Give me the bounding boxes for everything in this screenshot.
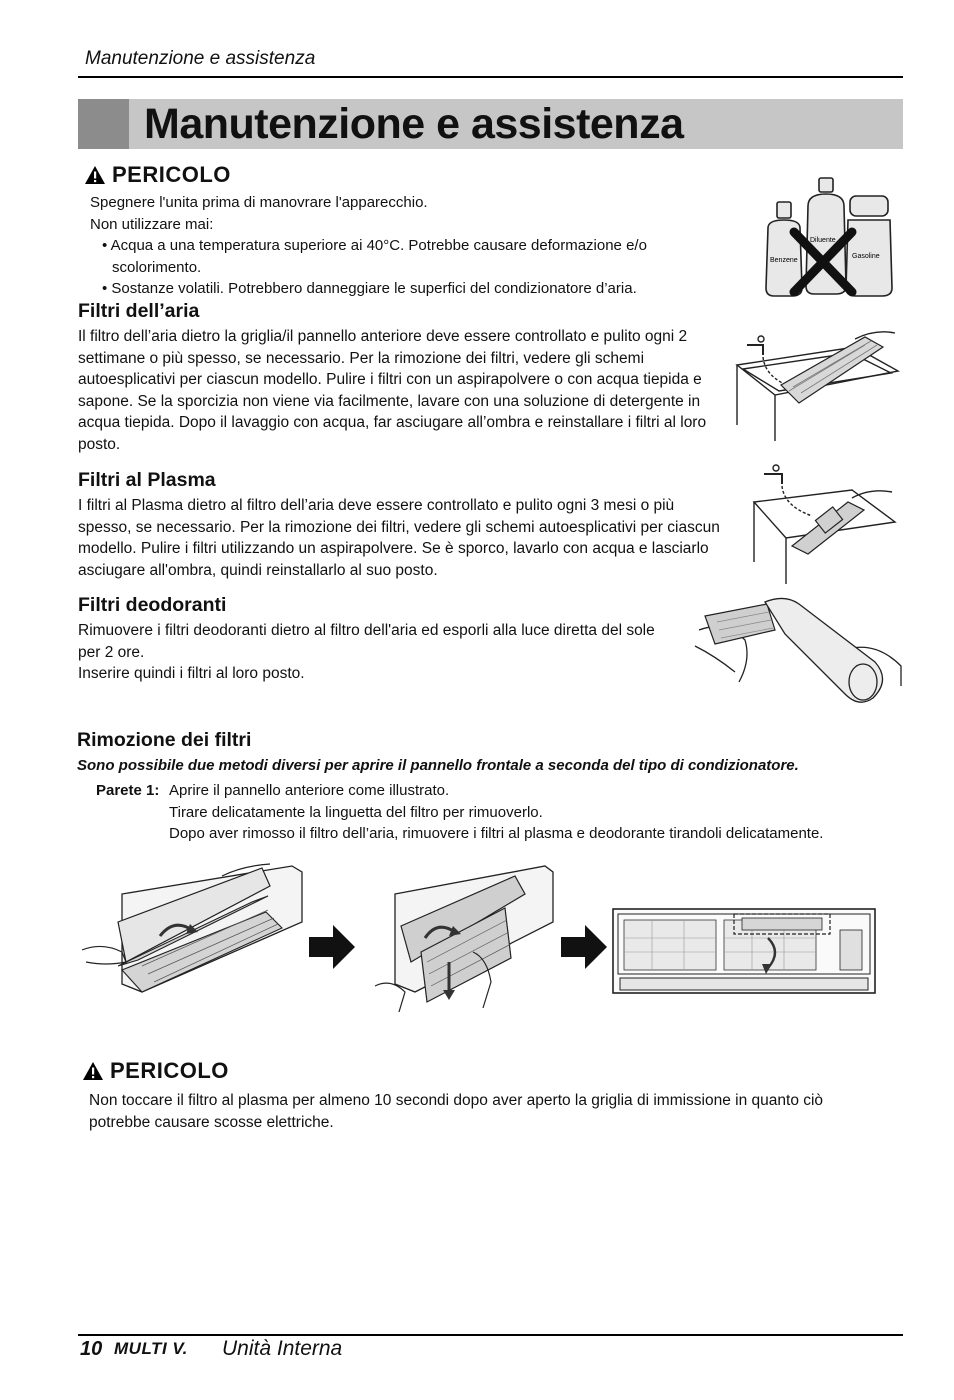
plasma-filter-washing-illustration (752, 458, 897, 586)
danger-bullet: • Sostanze volatili. Potrebbero danneggiare le superfici del condizionatore d’aria. (102, 280, 637, 298)
vacuum-cleaner-illustration (695, 590, 905, 708)
warning-triangle-icon (84, 165, 106, 185)
deodorizing-filters-text (78, 620, 678, 685)
danger-line: Spegnere l'unita prima di manovrare l'apparecchio. (90, 194, 428, 211)
step-line: Aprire il pannello anteriore come illustrato. (169, 782, 450, 799)
title-square (78, 99, 129, 149)
page-title: Manutenzione e assistenza (144, 100, 684, 148)
deodorizing-line: Rimuovere i filtri deodoranti dietro al filtro dell'aria ed esporli alla luce diretta del sole per 2 ore. (78, 622, 655, 661)
danger-label: PERICOLO (112, 162, 231, 187)
removal-step-row (96, 780, 886, 802)
open-front-panel-illustration (82, 862, 306, 1012)
pull-filter-illustration (365, 862, 555, 1018)
deodorizing-line: Inserire quindi i filtri al loro posto. (78, 665, 305, 683)
danger-heading (84, 162, 231, 188)
arrow-right-icon (309, 925, 355, 969)
step-label: Parete 1: (96, 782, 160, 799)
bottle-label: Benzene (770, 257, 798, 264)
danger-text: Non toccare il filtro al plasma per almeno 10 secondi dopo aver aperto la griglia di immissione in quanto ciò potrebbe causare scosse elettriche. (89, 1092, 824, 1131)
removal-heading: Rimozione dei filtri (77, 729, 252, 751)
danger-heading (82, 1058, 229, 1084)
header-rule (78, 76, 903, 78)
brand-logo: MULTI V. (114, 1339, 188, 1358)
solvent-bottles-illustration (760, 176, 896, 300)
removal-steps (96, 780, 886, 845)
plasma-filters-text: I filtri al Plasma dietro al filtro dell’aria deve essere controllato e pulito ogni 3 mesi o più spesso, se necessario. Per la rimozione dei filtri, vedere gli schemi autoesplicativi per ciascun modello. Pulire i filtri utilizzando un aspirapolvere. Se è sporco, lavarlo con acqua e lasciarlo asciugare all'ombra, quindi reinstallarlo al suo posto. (78, 497, 720, 579)
running-header: Manutenzione e assistenza (85, 48, 316, 69)
danger-label: PERICOLO (110, 1058, 229, 1083)
air-filter-washing-illustration (735, 325, 900, 443)
arrow-right-icon (561, 925, 607, 969)
plasma-filters-heading: Filtri al Plasma (78, 469, 216, 491)
step-line: Tirare delicatamente la linguetta del filtro per rimuoverlo. (169, 803, 543, 821)
front-view-filters-illustration (612, 908, 876, 994)
air-filters-heading: Filtri dell’aria (78, 300, 200, 322)
bottle-label: Gasoline (852, 253, 880, 260)
removal-subtitle: Sono possibile due metodi diversi per aprire il pannello frontale a seconda del tipo di condizionatore. (77, 757, 799, 774)
deodorizing-filters-heading: Filtri deodoranti (78, 594, 227, 616)
warning-triangle-icon (82, 1061, 104, 1081)
bottle-label: Diluente (810, 237, 836, 244)
air-filters-text: Il filtro dell’aria dietro la griglia/il pannello anteriore deve essere controllato e pulito ogni 2 settimane o più spesso, se necessario. Per la rimozione dei filtri, vedere gli schemi autoesplicativi per ciascun modello. Pulire i filtri con un aspirapolvere o con acqua tiepida e sapone. Se la sporcizia non viene via facilmente, lavare con una soluzione di detergente in acqua tiepida. Dopo il lavaggio con acqua, far asciugare all’ombra e reinstallare i filtri al loro posto. (78, 328, 707, 453)
step-line: Dopo aver rimosso il filtro dell’aria, rimuovere i filtri al plasma e deodorante tirandoli delicatamente. (169, 825, 824, 843)
footer-section-title: Unità Interna (222, 1337, 343, 1360)
page-number: 10 (80, 1338, 103, 1360)
footer-rule (78, 1334, 903, 1336)
danger-text (90, 192, 700, 300)
danger-bullet: • Acqua a una temperatura superiore ai 40°C. Potrebbe causare deformazione e/o scolorimento. (102, 237, 647, 276)
danger-line: Non utilizzare mai: (90, 215, 214, 233)
